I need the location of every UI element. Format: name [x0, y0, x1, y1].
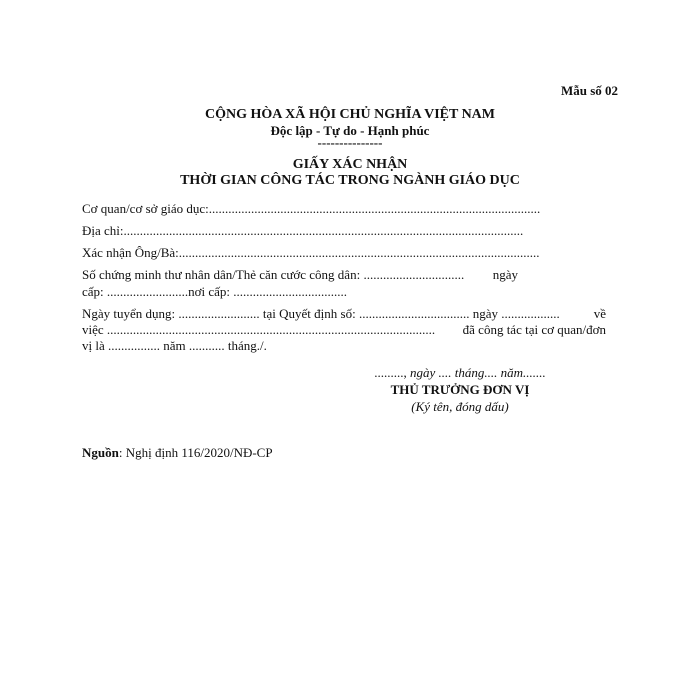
recruit-about-text: về [593, 306, 606, 321]
title-line-2: THỜI GIAN CÔNG TÁC TRONG NGÀNH GIÁO DỤC [180, 173, 520, 188]
id-issue-date-label: ngày [492, 267, 518, 282]
signature-date-prefix: ........., [374, 365, 407, 380]
national-header [0, 107, 700, 148]
recruit-line-2 [82, 322, 606, 338]
recruit-date-text: Ngày tuyển dụng: ......................... tại Quyết định số: .................................. ngày .................. [82, 306, 560, 321]
confirm-person-field: Xác nhận Ông/Bà:............................................................................................................... [82, 245, 540, 260]
agency-field: Cơ quan/cơ sở giáo dục:...................................................................................................... [82, 201, 541, 216]
id-number-line [82, 267, 518, 283]
worked-at-text: đã công tác tại cơ quan/đơn [462, 322, 606, 337]
recruit-line-3: vị là ................ năm ........... tháng./. [82, 338, 267, 353]
signature-date-rest: ngày .... tháng.... năm....... [406, 365, 546, 380]
signature-block [330, 364, 590, 415]
signer-title: THỦ TRƯỞNG ĐƠN VỊ [390, 382, 530, 397]
source-label: Nguồn [82, 445, 119, 460]
national-motto: Độc lập - Tự do - Hạnh phúc [270, 123, 430, 138]
id-number-label: Số chứng minh thư nhân dân/Thẻ căn cước công dân: ............................... [82, 267, 465, 282]
form-code: Mẫu số 02 [560, 83, 618, 98]
signature-note: (Ký tên, đóng dấu) [411, 399, 509, 414]
country-name: CỘNG HÒA XÃ HỘI CHỦ NGHĨA VIỆT NAM [204, 107, 495, 122]
document-title [0, 157, 700, 189]
recruit-subject-text: việc ..................................................................................................... [82, 322, 436, 337]
signature-date [330, 364, 590, 381]
source-line [82, 445, 273, 461]
source-text: : Nghị định 116/2020/NĐ-CP [118, 445, 273, 460]
header-separator: --------------- [317, 135, 383, 150]
address-field: Địa chỉ:........................................................................................................................... [82, 223, 524, 238]
title-line-1: GIẤY XÁC NHẬN [292, 157, 408, 172]
id-issue-place-line: cấp: .........................nơi cấp: ................................... [82, 284, 348, 299]
recruit-line-1 [82, 306, 606, 322]
